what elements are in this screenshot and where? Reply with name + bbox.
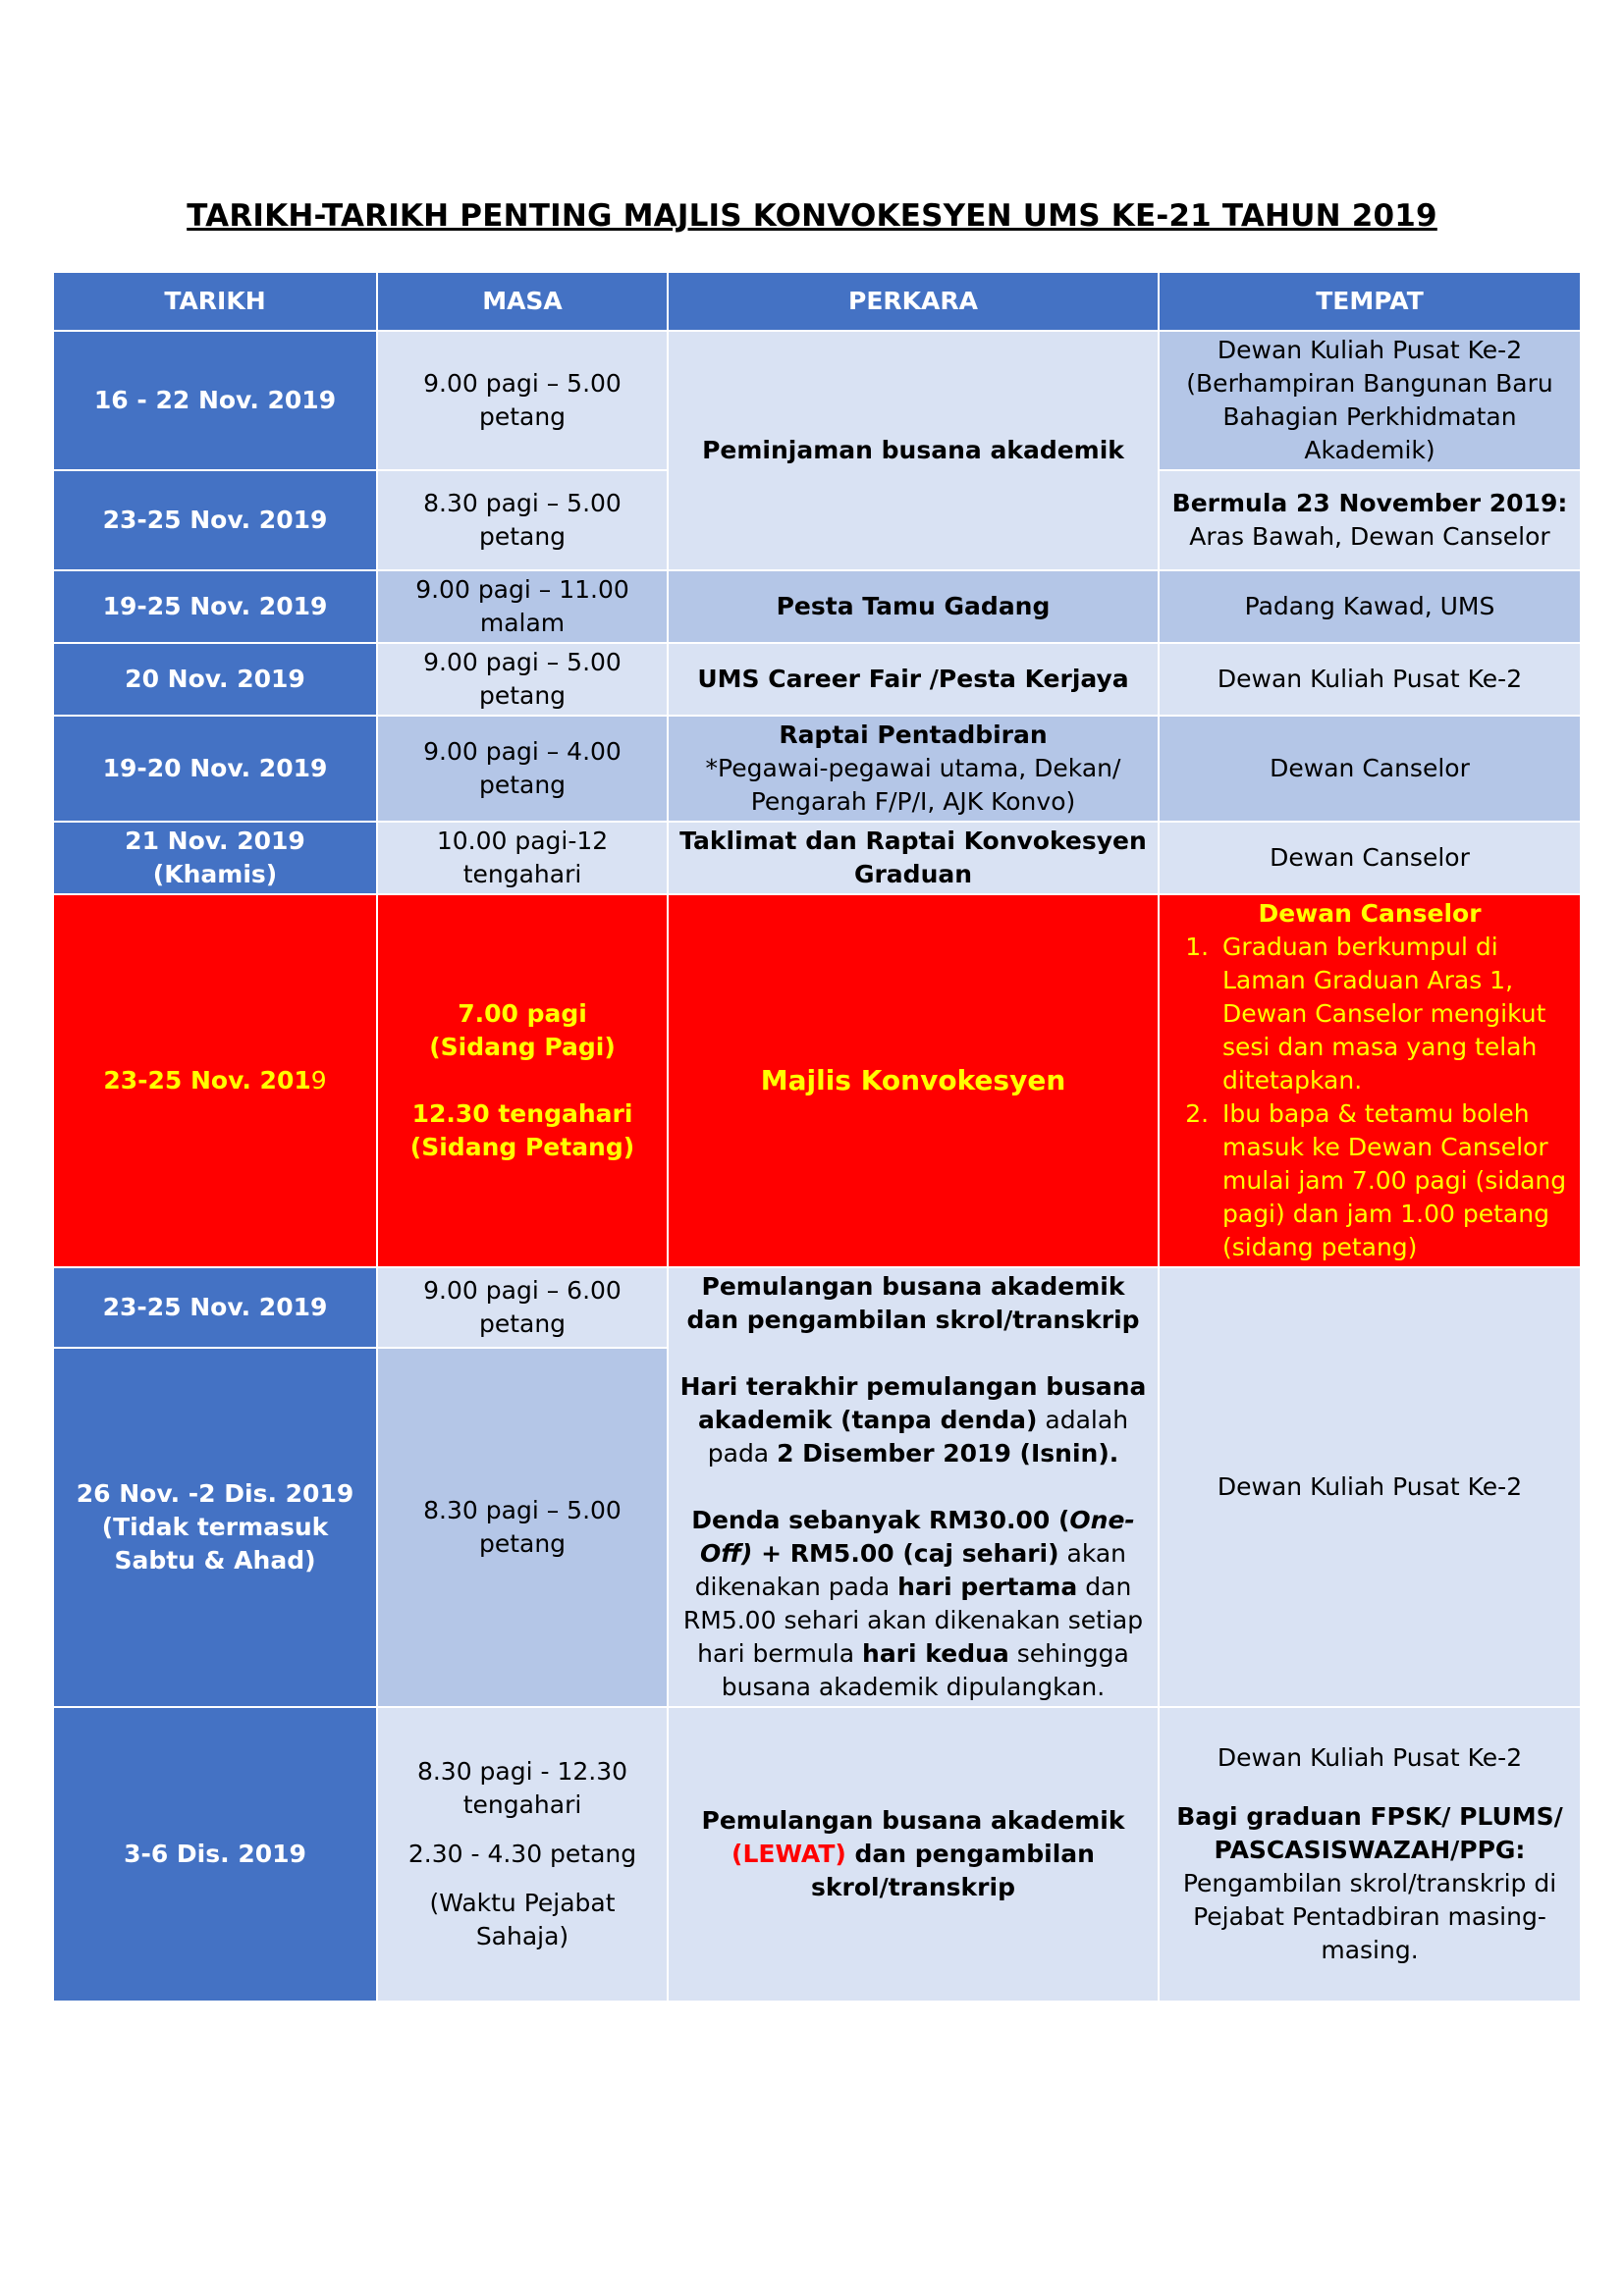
venue-cell: Dewan Canselor bbox=[1159, 822, 1581, 894]
event-cell: Peminjaman busana akademik bbox=[668, 331, 1159, 570]
deadline-date: 2 Disember 2019 (Isnin). bbox=[777, 1439, 1119, 1468]
event-cell: UMS Career Fair /Pesta Kerjaya bbox=[668, 643, 1159, 716]
venue-text: Dewan Kuliah Pusat Ke-2 bbox=[1217, 1743, 1523, 1772]
venue-cell bbox=[1159, 470, 1581, 570]
event-cell bbox=[668, 716, 1159, 822]
venue-cell bbox=[1159, 894, 1581, 1267]
date-day: (Khamis) bbox=[152, 860, 278, 888]
date-note: (Tidak termasuk Sabtu & Ahad) bbox=[101, 1512, 329, 1575]
table-row bbox=[53, 716, 1581, 822]
time-slot-morning: 8.30 pagi - 12.30 tengahari bbox=[416, 1757, 628, 1819]
deadline-bold: Hari terakhir pemulangan busana akademik (tanpa denda) bbox=[679, 1372, 1147, 1434]
date-cell: 19-20 Nov. 2019 bbox=[53, 716, 377, 822]
date-cell: 16 - 22 Nov. 2019 bbox=[53, 331, 377, 470]
time-cell: 10.00 pagi-12 tengahari bbox=[377, 822, 668, 894]
venue-cell: Padang Kawad, UMS bbox=[1159, 570, 1581, 643]
fine-bold3: hari pertama bbox=[897, 1573, 1078, 1601]
event-bold-text: Raptai Pentadbiran bbox=[779, 721, 1048, 749]
date-cell: 19-25 Nov. 2019 bbox=[53, 570, 377, 643]
header-tempat: TEMPAT bbox=[1159, 272, 1581, 331]
time-cell: 9.00 pagi – 4.00 petang bbox=[377, 716, 668, 822]
time-cell bbox=[377, 894, 668, 1267]
event-note-text: *Pegawai-pegawai utama, Dekan/ Pengarah F/P/I, AJK Konvo) bbox=[705, 754, 1121, 816]
venue-cell: Dewan Kuliah Pusat Ke-2 (Berhampiran Bangunan Baru Bahagian Perkhidmatan Akademik) bbox=[1159, 331, 1581, 470]
header-masa: MASA bbox=[377, 272, 668, 331]
event-text-a: Pemulangan busana akademik bbox=[701, 1806, 1125, 1835]
date-cell bbox=[53, 894, 377, 1267]
session-morning-label: (Sidang Pagi) bbox=[429, 1033, 616, 1061]
event-cell: Pesta Tamu Gadang bbox=[668, 570, 1159, 643]
table-row bbox=[53, 822, 1581, 894]
fine-bold2: + RM5.00 (caj sehari) bbox=[752, 1539, 1059, 1568]
date-line: 26 Nov. -2 Dis. 2019 bbox=[76, 1478, 354, 1508]
fine-bold: Denda sebanyak RM30.00 ( bbox=[691, 1506, 1070, 1534]
table-row-highlight bbox=[53, 894, 1581, 1267]
fine-text-b: dan RM5.00 sehari akan dikenakan setiap hari bermula bbox=[682, 1573, 1144, 1668]
time-cell: 9.00 pagi – 5.00 petang bbox=[377, 331, 668, 470]
event-text-b: dan pengambilan skrol/transkrip bbox=[811, 1840, 1095, 1901]
session-afternoon-label: (Sidang Petang) bbox=[409, 1133, 635, 1161]
date-cell: 23-25 Nov. 2019 bbox=[53, 470, 377, 570]
venue-cell: Dewan Kuliah Pusat Ke-2 bbox=[1159, 643, 1581, 716]
date-cell bbox=[53, 1348, 377, 1707]
event-paragraph-deadline bbox=[677, 1370, 1150, 1470]
venue-cell: Dewan Canselor bbox=[1159, 716, 1581, 822]
time-note: (Waktu Pejabat Sahaja) bbox=[429, 1889, 616, 1950]
venue-bold-text: Bagi graduan FPSK/ PLUMS/ PASCASISWAZAH/PPG: bbox=[1176, 1802, 1563, 1864]
session-afternoon-time: 12.30 tengahari bbox=[411, 1099, 633, 1128]
event-cell bbox=[668, 1707, 1159, 2002]
date-text: 23-25 Nov. 201 bbox=[103, 1066, 311, 1095]
time-cell: 9.00 pagi – 11.00 malam bbox=[377, 570, 668, 643]
date-cell bbox=[53, 822, 377, 894]
venue-title: Dewan Canselor bbox=[1258, 899, 1482, 928]
event-cell: Taklimat dan Raptai Konvokesyen Graduan bbox=[668, 822, 1159, 894]
venue-bold-text: Bermula 23 November 2019: bbox=[1171, 489, 1568, 517]
header-tarikh: TARIKH bbox=[53, 272, 377, 331]
venue-notes-list bbox=[1167, 931, 1572, 1264]
table-row bbox=[53, 570, 1581, 643]
venue-note: Pengambilan skrol/transkrip di Pejabat Pentadbiran masing-masing. bbox=[1182, 1869, 1557, 1964]
time-slot-afternoon: 2.30 - 4.30 petang bbox=[407, 1840, 637, 1868]
table-row bbox=[53, 331, 1581, 470]
page-title: TARIKH-TARIKH PENTING MAJLIS KONVOKESYEN UMS KE-21 TAHUN 2019 bbox=[187, 198, 1437, 234]
venue-cell bbox=[1159, 1707, 1581, 2002]
time-cell bbox=[377, 1707, 668, 2002]
list-item: 1. Graduan berkumpul di Laman Graduan Aras 1, Dewan Canselor mengikut sesi dan masa yang telah ditetapkan. bbox=[1217, 931, 1572, 1097]
time-cell: 9.00 pagi – 6.00 petang bbox=[377, 1267, 668, 1348]
time-cell: 8.30 pagi – 5.00 petang bbox=[377, 1348, 668, 1707]
date-cell: 3-6 Dis. 2019 bbox=[53, 1707, 377, 2002]
date-text-last: 9 bbox=[310, 1066, 327, 1095]
table-row bbox=[53, 1267, 1581, 1348]
date-line: 21 Nov. 2019 bbox=[125, 827, 305, 855]
time-cell: 9.00 pagi – 5.00 petang bbox=[377, 643, 668, 716]
session-morning-time: 7.00 pagi bbox=[458, 999, 587, 1028]
fine-text-a: akan dikenakan pada bbox=[694, 1539, 1127, 1601]
venue-cell: Dewan Kuliah Pusat Ke-2 bbox=[1159, 1267, 1581, 1707]
event-cell bbox=[668, 1267, 1159, 1707]
event-title: Pemulangan busana akademik dan pengambilan skrol/transkrip bbox=[686, 1272, 1140, 1334]
venue-text: Aras Bawah, Dewan Canselor bbox=[1189, 522, 1550, 551]
event-cell: Majlis Konvokesyen bbox=[668, 894, 1159, 1267]
table-row bbox=[53, 1707, 1581, 2002]
table-row bbox=[53, 643, 1581, 716]
late-tag: (LEWAT) bbox=[731, 1840, 846, 1868]
fine-italic: One-Off) bbox=[699, 1506, 1135, 1568]
fine-text-c: sehingga busana akademik dipulangkan. bbox=[721, 1639, 1129, 1701]
event-paragraph-fine bbox=[677, 1504, 1150, 1704]
date-cell: 23-25 Nov. 2019 bbox=[53, 1267, 377, 1348]
fine-bold4: hari kedua bbox=[862, 1639, 1009, 1668]
deadline-text: adalah pada bbox=[707, 1406, 1129, 1468]
time-cell: 8.30 pagi – 5.00 petang bbox=[377, 470, 668, 570]
date-cell: 20 Nov. 2019 bbox=[53, 643, 377, 716]
header-perkara: PERKARA bbox=[668, 272, 1159, 331]
schedule-table bbox=[52, 271, 1582, 2002]
table-header-row bbox=[53, 272, 1581, 331]
list-item: 2. Ibu bapa & tetamu boleh masuk ke Dewan Canselor mulai jam 7.00 pagi (sidang pagi) dan jam 1.00 petang (sidang petang) bbox=[1217, 1097, 1572, 1264]
